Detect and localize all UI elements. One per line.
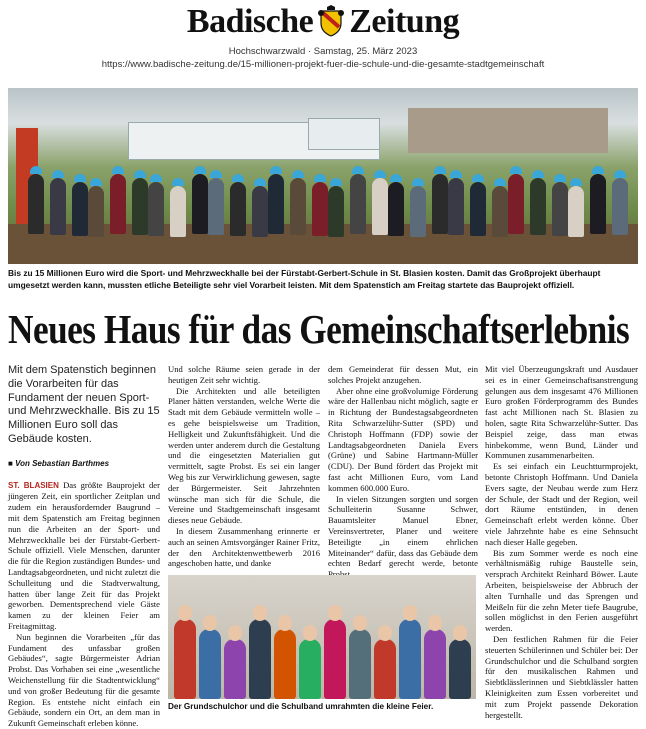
paragraph: Die Architekten und alle beteiligten Planer hätten verstanden, welche Werte die Stadt mit dem Gebäude vermitteln wolle – es gehe beispielsweise um Tradition, Helligkeit und Zukunftsfähigkeit. Und die werden unter anderem durch die Gestaltung und die eingesetzten Materialien gut vermittelt, sagte Probst. Es sei ein langer Weg bis zur Verwirklichung gewesen, sagte der Bürgermeister. Seit Jahrzehnten wünsche man sich für die Schule, die Vereine und Stadtgemeinschaft insgesamt dieses neue Gebäude. xyxy=(168,385,320,526)
hard-hat-icon xyxy=(532,170,544,178)
photo-person xyxy=(268,174,284,234)
photo-person xyxy=(192,174,208,234)
photo-person xyxy=(88,186,104,237)
hard-hat-icon xyxy=(412,178,424,186)
paragraph: In diesem Zusammenhang erinnerte er auch an seinen Amtsvorgänger Rainer Fritz, der den Architektenwettbewerb 2016 angeschoben hatte, und danke xyxy=(168,525,320,569)
hard-hat-icon xyxy=(390,174,402,182)
paragraph: Aber ohne eine großvolumige Förderung wäre der Hallenbau nicht möglich, sagte er in Richtung der Bundestagsabgeordneten Rita Schwarzelühr-Sutter (SPD) und Christoph Hoffmann (FDP) sowie der Landtagsabgeordneten Daniela Evers (Grüne) und Sabine Hartmann-Müller (CDU). Der Bund fördert das Projekt mit fast acht Millionen Euro, vom Land kommen 600.000 Euro. xyxy=(328,385,478,493)
hard-hat-icon xyxy=(292,170,304,178)
paragraph xyxy=(8,480,160,632)
photo-child xyxy=(374,639,396,699)
choir-photo xyxy=(168,575,476,699)
paragraph: Nun beginnen die Vorarbeiten „für das Fundament des unfassbar großen Gebäudes“, sagte Bürgermeister Adrian Probst. Das Vorhaben sei eine „wesentliche Weichenstellung für die Stadtentwicklung“ und von großer Bedeutung für die gesamte Region. Es entstehe nicht einfach ein Gebäude, sondern ein Ort, an dem man in Zukunft Gemeinschaft erleben könne. xyxy=(8,631,160,729)
photo-person xyxy=(72,182,88,236)
photo-person xyxy=(170,186,186,237)
photo-child-face xyxy=(253,605,267,621)
hard-hat-icon xyxy=(172,178,184,186)
paragraph: Es sei einfach ein Leuchtturmprojekt, betonte Christoph Hoffmann. Und Daniela Evers sagte, der Neubau werde zum Herz der Schule, der Stadt und der Region, weil dort Räume entstünden, in denen Gemeinschaft erlebt werden könne. Über viele Jahrzehnte habe es eine Sehnsucht nach dieser Halle gegeben. xyxy=(485,461,638,547)
logo-name-right: Zeitung xyxy=(349,3,460,40)
photo-person xyxy=(50,178,66,235)
photo-person xyxy=(290,178,306,235)
headline: Neues Haus für das Gemeinschaftserlebnis xyxy=(8,306,630,352)
edition-date: Hochschwarzwald · Samstag, 25. März 2023 xyxy=(228,46,418,57)
hard-hat-icon xyxy=(352,166,364,174)
hard-hat-icon xyxy=(30,166,42,174)
hard-hat-icon xyxy=(450,170,462,178)
hard-hat-icon xyxy=(254,178,266,186)
paragraph: Mit viel Überzeugungskraft und Ausdauer sei es in einer Gemeinschaftsanstrengung gelungen aus dem insgesamt 476 Millionen Euro großen Förderprogramm des Bundes fast acht Millionen nach St. Blasien zu holen, sagte Rita Schwarzelühr-Sutter. Das Beispiel zeige, dass man etwas hinbekomme, wenn Bund, Länder und Kommunen zusammenarbeiten. xyxy=(485,364,638,461)
photo-person xyxy=(372,178,388,235)
photo-person xyxy=(492,186,508,237)
photo-person xyxy=(312,182,328,236)
photo-child-face xyxy=(453,625,467,641)
photo-child xyxy=(424,629,446,699)
hard-hat-icon xyxy=(90,178,102,186)
hard-hat-icon xyxy=(232,174,244,182)
paragraph: In vielen Sitzungen sorgten und sorgen Schulleiterin Susanne Schwer, Bauamtsleiter Manuel Ebner, Vereinsvertreter, Planer und weitere Beteiligte „in einem ehrlichen Miteinander“ dafür, dass das Gebäude dem echten Bedarf gerecht werde, betonte xyxy=(328,493,478,569)
photo-building xyxy=(408,108,608,153)
dateline: ST. BLASIEN xyxy=(8,480,59,490)
hard-hat-icon xyxy=(592,166,604,174)
hard-hat-icon xyxy=(554,174,566,182)
photo-child xyxy=(199,629,221,699)
coat-of-arms-icon xyxy=(317,5,345,37)
photo-child-face xyxy=(428,615,442,631)
hard-hat-icon xyxy=(472,174,484,182)
photo-child xyxy=(349,629,371,699)
hard-hat-icon xyxy=(210,170,222,178)
photo-child xyxy=(324,619,346,699)
masthead xyxy=(0,0,646,80)
hard-hat-icon xyxy=(52,170,64,178)
photo-person xyxy=(132,178,148,235)
photo-person xyxy=(410,186,426,237)
hard-hat-icon xyxy=(494,178,506,186)
photo-person xyxy=(590,174,606,234)
photo-child-face xyxy=(353,615,367,631)
author-name: Von Sebastian Barthmes xyxy=(15,458,110,468)
photo-person xyxy=(328,186,344,237)
photo-person xyxy=(508,174,524,234)
author-byline: ■ Von Sebastian Barthmes xyxy=(8,458,110,468)
newspaper-logo[interactable] xyxy=(0,2,646,42)
article-column-2 xyxy=(168,364,320,569)
photo-person xyxy=(252,186,268,237)
logo-name-left: Badische xyxy=(186,3,314,40)
photo-child-face xyxy=(403,605,417,621)
hard-hat-icon xyxy=(614,170,626,178)
photo-banner-2 xyxy=(308,118,380,150)
photo-person xyxy=(568,186,584,237)
hard-hat-icon xyxy=(434,166,446,174)
photo-child xyxy=(399,619,421,699)
photo-child-face xyxy=(328,605,342,621)
hard-hat-icon xyxy=(194,166,206,174)
photo-child-face xyxy=(278,615,292,631)
photo-person xyxy=(530,178,546,235)
photo-person xyxy=(350,174,366,234)
photo-caption: Bis zu 15 Millionen Euro wird die Sport- und Mehrzweckhalle bei der Fürstabt-Gerbert-Schule in St. Blasien kosten. Damit das Großprojekt überhaupt umgesetzt werden kann, mussten etliche Beteiligte sehr viel Vorarbeit leisten. Mit dem Spatenstich am Freitag startete das Bauprojekt offiziell. xyxy=(8,268,601,290)
photo-child-face xyxy=(178,605,192,621)
hard-hat-icon xyxy=(510,166,522,174)
photo-child-face xyxy=(203,615,217,631)
photo-person xyxy=(110,174,126,234)
edition-info xyxy=(0,45,646,71)
article-column-4 xyxy=(485,364,638,720)
article-column-3 xyxy=(328,364,478,580)
hard-hat-icon xyxy=(150,174,162,182)
hard-hat-icon xyxy=(270,166,282,174)
choir-photo-caption: Der Grundschulchor und die Schulband umrahmten die kleine Feier. xyxy=(168,702,434,711)
photo-person xyxy=(28,174,44,234)
hard-hat-icon xyxy=(330,178,342,186)
photo-person xyxy=(388,182,404,236)
photo-child xyxy=(249,619,271,699)
photo-child xyxy=(224,639,246,699)
paragraph: Den festlichen Rahmen für die Feier steuerten Schülerinnen und Schüler bei: Der Grundschulchor und die Schulband sorgten für den musikalischen Rahmen und Siebtklässlerinnen und Siebtklässler hatten Kleinigkeiten zum Essen vorbereitet und mit zum Projekt passende Dekoration hergestellt. xyxy=(485,633,638,720)
hard-hat-icon xyxy=(570,178,582,186)
hard-hat-icon xyxy=(134,170,146,178)
hard-hat-icon xyxy=(112,166,124,174)
paragraph: Bis zum Sommer werde es noch eine verhältnismäßig ruhige Baustelle sein, versprach Architekt Reinhard Böwer. Laute Arbeiten, beispielsweise der Abbruch der alten Turnhalle und das Sprengen und Meißeln für die zehn Meter tiefe Baugrube, sollen möglichst in den Ferien ausgeführt werden. xyxy=(485,547,638,634)
teaser: Mit dem Spatenstich beginnen die Vorarbeiten für das Fundament der neuen Sport- und Mehrzweckhalle. Bis zu 15 Millionen Euro soll das Gebäude kosten. xyxy=(8,364,160,445)
photo-person xyxy=(470,182,486,236)
photo-child-face xyxy=(378,625,392,641)
article-column-1 xyxy=(8,364,160,729)
photo-child xyxy=(174,619,196,699)
paragraph-text: Das größte Bauprojekt der jüngeren Zeit, ein sportlicher Zeitplan und zudem ein herausfordernder Baugrund – mit dem Spatenstich am Freitag beginnen nun die Arbeiten an der Sport- und Mehrzweckhalle bei der Fürstabt-Gerbert-Schule offiziell. Viele Menschen, darunter die für die Region zuständigen Bundes- und Landtagsabgeordneten, und nicht zuletzt die Schulleitung und die Stadtverwaltung, hatten über lange Zeit für das Projekt geworben. Dementsprechend viele Gäste kamen zu der kleinen Feier am Freitagmittag. xyxy=(8,479,161,631)
photo-person xyxy=(148,182,164,236)
hard-hat-icon xyxy=(74,174,86,182)
photo-person xyxy=(448,178,464,235)
photo-person xyxy=(612,178,628,235)
photo-child xyxy=(274,629,296,699)
photo-child-face xyxy=(303,625,317,641)
groundbreaking-photo xyxy=(8,88,638,264)
paragraph: dem Gemeinderat für dessen Mut, ein solches Projekt anzugehen. xyxy=(328,364,478,385)
hard-hat-icon xyxy=(314,174,326,182)
photo-person xyxy=(432,174,448,234)
paragraph: Und solche Räume seien gerade in der heutigen Zeit sehr wichtig. xyxy=(168,364,320,385)
photo-child xyxy=(299,639,321,699)
photo-child-face xyxy=(228,625,242,641)
photo-person xyxy=(230,182,246,236)
photo-person xyxy=(208,178,224,235)
hard-hat-icon xyxy=(374,170,386,178)
article-url[interactable]: https://www.badische-zeitung.de/15-millionen-projekt-fuer-die-schule-und-die-gesamte-stadtgemeinschaft xyxy=(101,59,545,70)
photo-person xyxy=(552,182,568,236)
photo-child xyxy=(449,639,471,699)
